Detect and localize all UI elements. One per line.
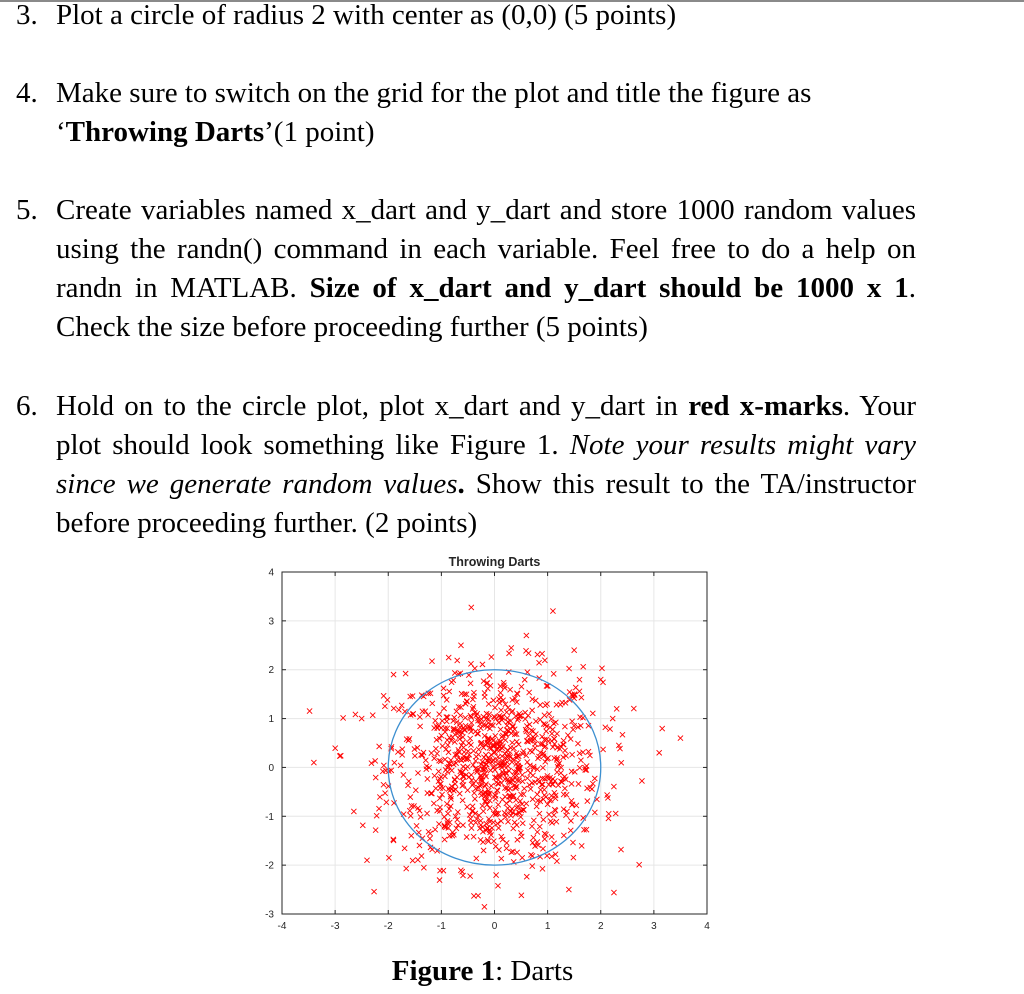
- caption-label: Figure 1: [391, 955, 496, 987]
- y-tick-label: -2: [265, 860, 274, 872]
- question-number: 6.: [16, 390, 38, 422]
- y-tick-label: -3: [265, 909, 274, 921]
- figure-caption: [0, 955, 965, 988]
- question-number: 5.: [16, 194, 38, 226]
- x-tick-label: -3: [330, 921, 340, 932]
- size-emphasis: Size of x_dart and y_dart should be 1000 x 1: [309, 272, 909, 304]
- question-text-mid: . Your plot should look something like Figure 1.: [56, 390, 917, 461]
- question-number: 4.: [16, 77, 38, 109]
- y-tick-label: 1: [268, 714, 274, 726]
- question-number: 3.: [16, 0, 38, 31]
- x-tick-label: 0: [491, 921, 498, 932]
- question-text: Make sure to switch on the grid for the plot and title the figure as: [56, 77, 812, 109]
- figure-title-emphasis: Throwing Darts: [65, 116, 265, 148]
- x-tick-label: -2: [383, 921, 393, 932]
- y-tick-label: -1: [265, 811, 274, 823]
- question-text: Plot a circle of radius 2 with center as (0,0) (5 points): [56, 0, 677, 31]
- question-text-end: . Check the size before proceeding further (5 points): [56, 272, 916, 343]
- caption-text: : Darts: [495, 955, 574, 987]
- question-4: [16, 74, 916, 152]
- x-tick-label: 2: [597, 921, 604, 932]
- question-3: [16, 0, 916, 35]
- y-tick-label: 3: [268, 616, 274, 628]
- question-text: Hold on to the circle plot, plot x_dart and y_dart in: [56, 390, 689, 422]
- question-text-end: ’(1 point): [264, 116, 375, 148]
- question-text-end: Show this result to the TA/instructor before proceeding further. (2 points): [56, 468, 916, 539]
- question-5: [16, 191, 916, 347]
- question-text: Create variables named x_dart and y_dart and store 1000 random values using the randn() command in each variable. Feel free to do a help on randn in MATLAB.: [56, 194, 916, 304]
- y-tick-label: 4: [268, 567, 274, 579]
- x-tick-label: -1: [436, 921, 446, 932]
- y-tick-label: 2: [268, 665, 274, 677]
- period-bold: .: [457, 468, 465, 500]
- quote-mark: ‘: [56, 116, 66, 148]
- x-tick-label: -4: [277, 921, 287, 932]
- x-tick-label: 4: [704, 921, 710, 932]
- throwing-darts-chart: [250, 548, 725, 938]
- marker-emphasis: red x-marks: [688, 390, 843, 422]
- question-6: [16, 387, 916, 543]
- chart-title: Throwing Darts: [448, 555, 541, 569]
- y-tick-label: 0: [268, 762, 274, 774]
- x-tick-label: 1: [544, 921, 551, 932]
- x-tick-label: 3: [651, 921, 657, 932]
- note-italic: Note your results might vary since we generate random values: [56, 429, 917, 500]
